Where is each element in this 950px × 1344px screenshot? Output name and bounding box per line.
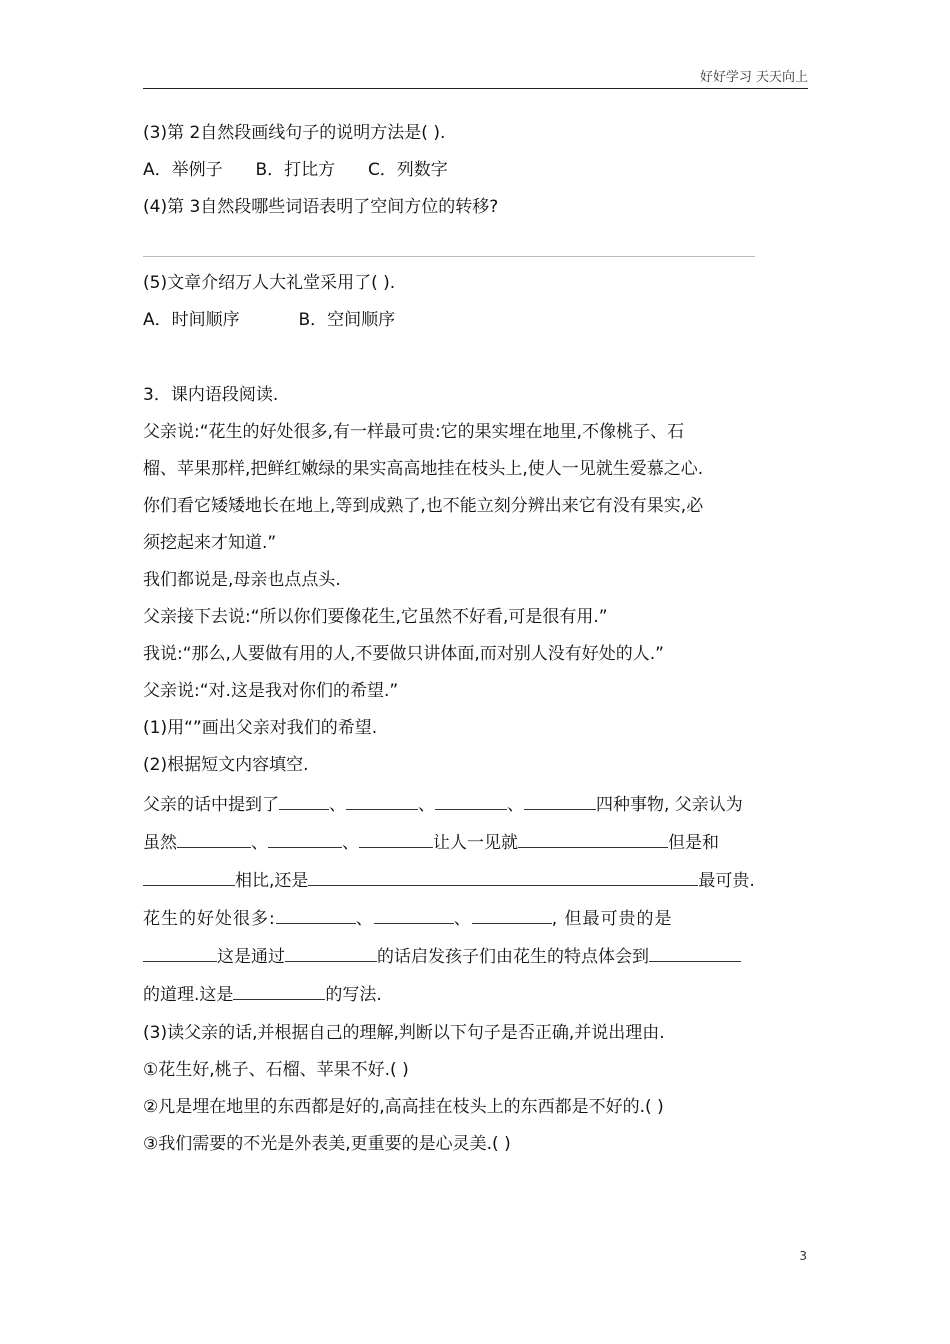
fill-line-3: 相比,还是 最可贵. xyxy=(143,870,755,892)
statement-3: ③我们需要的不光是外表美,更重要的是心灵美.( ) xyxy=(143,1134,511,1154)
question-2-5: (5)文章介绍万人大礼堂采用了( ). xyxy=(143,273,396,293)
blank-field[interactable] xyxy=(472,908,552,924)
question-2-3: (3)第 2自然段画线句子的说明方法是( ). xyxy=(143,123,446,143)
passage-line: 须挖起来才知道.” xyxy=(143,533,277,553)
question-3-2: (2)根据短文内容填空. xyxy=(143,755,309,775)
blank-field[interactable] xyxy=(143,870,235,886)
blank-field[interactable] xyxy=(276,908,356,924)
blank-field[interactable] xyxy=(177,832,251,848)
question-2-5-options xyxy=(143,309,395,331)
passage-line: 父亲说:“对.这是我对你们的希望.” xyxy=(143,681,399,701)
question-3-1: (1)用“”画出父亲对我们的希望. xyxy=(143,718,378,738)
blank-field[interactable] xyxy=(308,870,698,886)
blank-field[interactable] xyxy=(649,946,741,962)
blank-field[interactable] xyxy=(279,794,329,810)
passage-line: 父亲说:“花生的好处很多,有一样最可贵:它的果实埋在地里,不像桃子、石 xyxy=(143,422,685,442)
blank-field[interactable] xyxy=(268,832,342,848)
fill-line-5: 这是通过 的话启发孩子们由花生的特点体会到 xyxy=(143,946,741,968)
passage-line: 父亲接下去说:“所以你们要像花生,它虽然不好看,可是很有用.” xyxy=(143,607,608,627)
blank-field[interactable] xyxy=(524,794,596,810)
passage-line: 你们看它矮矮地长在地上,等到成熟了,也不能立刻分辨出来它有没有果实,必 xyxy=(143,496,704,516)
blank-field[interactable] xyxy=(518,832,668,848)
option-c: C．列数字 xyxy=(367,160,448,180)
blank-field[interactable] xyxy=(233,984,325,1000)
question-2-4: (4)第 3自然段哪些词语表明了空间方位的转移? xyxy=(143,197,499,217)
passage-line: 我说:“那么,人要做有用的人,不要做只讲体面,而对别人没有好处的人.” xyxy=(143,644,664,664)
statement-1: ①花生好,桃子、石榴、苹果不好.( ) xyxy=(143,1060,409,1080)
statement-2: ②凡是埋在地里的东西都是好的,高高挂在枝头上的东西都是不好的.( ) xyxy=(143,1097,664,1117)
page-number: 3 xyxy=(799,1249,807,1263)
passage-line: 榴、苹果那样,把鲜红嫩绿的果实高高地挂在枝头上,使人一见就生爱慕之心. xyxy=(143,459,704,479)
blank-field[interactable] xyxy=(359,832,433,848)
blank-field[interactable] xyxy=(285,946,377,962)
fill-line-1: 父亲的话中提到了 、 、 、 四种事物, 父亲认为 xyxy=(143,795,743,815)
option-a: A．时间顺序 xyxy=(143,310,240,330)
fill-line-6: 的道理.这是 的写法. xyxy=(143,985,382,1005)
blank-field[interactable] xyxy=(143,946,217,962)
fill-line-2: 虽然 、 、 让人一见就 但是和 xyxy=(143,833,719,853)
option-b: B．打比方 xyxy=(255,160,336,180)
option-a: A．举例子 xyxy=(143,160,223,180)
question-2-3-options xyxy=(143,159,448,181)
answer-line xyxy=(143,256,755,257)
page-header xyxy=(143,64,808,89)
blank-field[interactable] xyxy=(435,794,507,810)
question-3-3: (3)读父亲的话,并根据自己的理解,判断以下句子是否正确,并说出理由. xyxy=(143,1023,665,1043)
passage-line: 我们都说是,母亲也点点头. xyxy=(143,570,341,590)
fill-line-4: 花生的好处很多: 、 、 , 但最可贵的是 xyxy=(143,909,673,929)
option-b: B．空间顺序 xyxy=(298,310,396,330)
blank-field[interactable] xyxy=(346,794,418,810)
header-motto: 好好学习 天天向上 xyxy=(699,70,808,85)
blank-field[interactable] xyxy=(374,908,454,924)
section-3-title: 3．课内语段阅读. xyxy=(143,385,279,405)
